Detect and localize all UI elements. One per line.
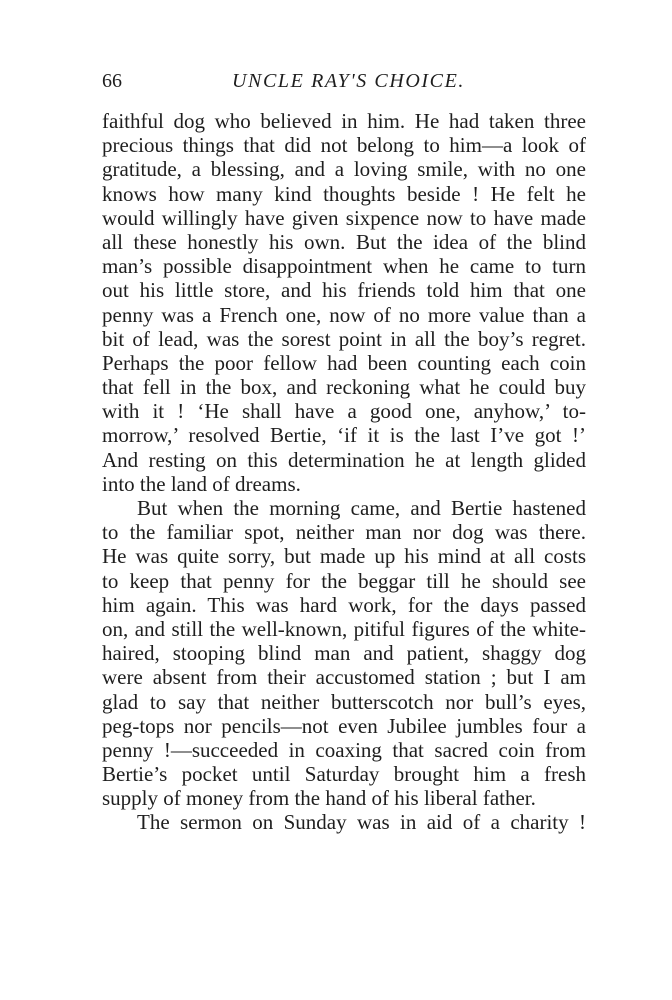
text-line: He was quite sorry, but made up his mind at all costs bbox=[102, 544, 586, 569]
paragraph-end-line: into the land of dreams. bbox=[102, 471, 301, 496]
page-number: 66 bbox=[102, 70, 122, 92]
text-line: bit of lead, was the sorest point in all the boy’s regret. bbox=[102, 326, 586, 351]
text-line: faithful dog who believed in him. He had taken three bbox=[102, 109, 586, 133]
text-line: glad to say that neither butterscotch nor bull’s eyes, bbox=[102, 689, 586, 714]
text-line: him again. This was hard work, for the days passed bbox=[102, 592, 586, 617]
text-line: Bertie’s pocket until Saturday brought him a fresh bbox=[102, 762, 586, 787]
text-line: precious things that did not belong to him—a look of bbox=[102, 133, 586, 158]
text-line: to the familiar spot, neither man nor dog was there. bbox=[102, 520, 586, 545]
paragraph-start-line: But when the morning came, and Bertie hastened bbox=[137, 496, 586, 520]
text-line: to keep that penny for the beggar till he should see bbox=[102, 568, 586, 593]
running-head bbox=[102, 68, 586, 94]
text-line: were absent from their accustomed station ; but I am bbox=[102, 665, 586, 690]
text-line: with it ! ‘He shall have a good one, anyhow,’ to- bbox=[102, 399, 586, 424]
text-line: Perhaps the poor fellow had been counting each coin bbox=[102, 350, 586, 375]
text-line: man’s possible disappointment when he came to turn bbox=[102, 254, 586, 279]
text-line: out his little store, and his friends told him that one bbox=[102, 278, 586, 303]
text-line: gratitude, a blessing, and a loving smile, with no one bbox=[102, 157, 586, 182]
text-line: penny was a French one, now of no more value than a bbox=[102, 302, 586, 327]
running-title: UNCLE RAY'S CHOICE. bbox=[232, 70, 466, 92]
text-line: peg-tops nor pencils—not even Jubilee jumbles four a bbox=[102, 713, 586, 738]
text-line: haired, stooping blind man and patient, shaggy dog bbox=[102, 641, 586, 666]
text-line: And resting on this determination he at length glided bbox=[102, 447, 586, 472]
paragraph-end-line: supply of money from the hand of his liberal father. bbox=[102, 786, 536, 811]
text-line: knows how many kind thoughts beside ! He felt he bbox=[102, 181, 586, 206]
text-line: morrow,’ resolved Bertie, ‘if it is the last I’ve got !’ bbox=[102, 423, 586, 448]
text-line: would willingly have given sixpence now to have made bbox=[102, 205, 586, 230]
text-line: on, and still the well-known, pitiful figures of the white- bbox=[102, 616, 586, 641]
paragraph-start-line: The sermon on Sunday was in aid of a charity ! bbox=[137, 810, 586, 835]
text-line: that fell in the box, and reckoning what he could buy bbox=[102, 375, 586, 400]
body-text bbox=[102, 109, 586, 835]
text-line: all these honestly his own. But the idea of the blind bbox=[102, 229, 586, 254]
text-line: penny !—succeeded in coaxing that sacred coin from bbox=[102, 737, 586, 762]
